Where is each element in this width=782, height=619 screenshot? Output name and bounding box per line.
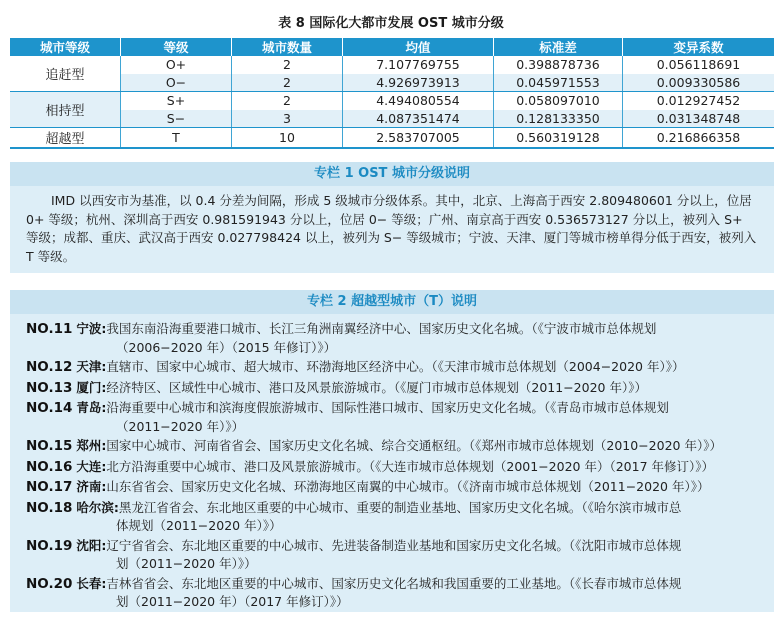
list-item [26,379,758,398]
cell-count: 2 [232,92,343,110]
list-item [26,478,758,497]
cell-sd: 0.058097010 [494,92,623,110]
cell-mean: 4.926973913 [343,74,494,92]
group-label: 超越型 [10,128,121,149]
entry-number: NO.20 [26,575,73,592]
list-item [26,437,758,456]
header-level: 等级 [121,38,232,56]
list-item [26,537,758,573]
entry-text: 沿海重要中心城市和滨海度假旅游城市、国际性港口城市、国家历史文化名城。（《青岛市城市总体规划 [106,400,669,415]
group-label: 追赶型 [10,56,121,92]
entry-city: 济南: [76,479,107,494]
list-item [26,399,758,435]
entry-text: 我国东南沿海重要港口城市、长江三角洲南翼经济中心、国家历史文化名城。（《宁波市城市总体规划 [106,321,657,336]
table-row [10,128,774,149]
cell-count: 2 [232,74,343,92]
table-row [10,92,774,110]
cell-count: 10 [232,128,343,149]
header-cv: 变异系数 [623,38,775,56]
sidebar-box-ost-explanation [10,162,774,273]
entry-text: 辽宁省省会、东北地区重要的中心城市、先进装备制造业基地和国家历史文化名城。（《沈阳市城市总体规 [106,537,682,553]
list-item [26,575,758,611]
cell-sd: 0.045971553 [494,74,623,92]
entry-city: 青岛: [76,400,107,415]
list-item [26,320,758,356]
box-title: 专栏 2 超越型城市（T）说明 [10,290,774,314]
entry-tail: 体规划（2011−2020 年）》） [116,518,282,533]
cell-count: 2 [232,56,343,74]
entry-number: NO.17 [26,479,73,495]
entry-city: 郑州: [76,438,107,453]
entry-number: NO.13 [26,379,73,396]
cell-mean: 7.107769755 [343,56,494,74]
entry-number: NO.12 [26,359,73,375]
cell-cv: 0.031348748 [623,110,775,128]
table-header-row [10,38,774,56]
table-row [10,74,774,92]
entry-city: 天津: [76,359,107,374]
list-item [26,499,758,535]
entry-city: 宁波: [76,321,107,336]
cell-level: O+ [121,56,232,74]
ost-classification-table [10,38,774,149]
cell-level: S− [121,110,232,128]
entry-tail: 划（2011−2020 年）》） [116,556,257,571]
cell-cv: 0.012927452 [656,93,741,109]
cell-level: O− [121,74,232,92]
cell-sd: 0.398878736 [494,56,623,74]
cell-cv: 0.009330586 [623,74,775,92]
entry-text: 经济特区、区域性中心城市、港口及风景旅游城市。（《厦门市城市总体规划（2011−2020 年）》） [106,379,647,395]
entry-text: 吉林省省会、东北地区重要的中心城市、国家历史文化名城和我国重要的工业基地。（《长春市城市总体规 [106,575,682,591]
entry-tail: （2011−2020 年）》） [116,418,245,434]
cell-mean: 4.087351474 [343,110,494,128]
cell-cv: 0.216866358 [623,128,775,149]
header-count: 城市数量 [232,38,343,56]
entry-text: 北方沿海重要中心城市、港口及风景旅游城市。（《大连市城市总体规划（2001−2020 年）（2017 年修订）》） [106,458,714,474]
list-item [26,358,758,377]
sidebar-box-surpassing-cities [10,290,774,612]
city-entry-list [26,320,758,611]
entry-number: NO.14 [26,400,73,416]
entry-city: 厦门: [76,379,107,395]
entry-number: NO.15 [26,438,73,454]
entry-tail: （2006−2020 年）（2015 年修订）》） [116,339,337,355]
entry-tail: 划（2011−2020 年）（2017 年修订）》） [116,594,349,609]
entry-number: NO.19 [26,537,73,554]
table-row [10,56,774,74]
entry-text: 黑龙江省省会、东北地区重要的中心城市、重要的制造业基地、国家历史文化名城。（《哈尔滨市城市总 [118,499,682,515]
header-city-grade: 城市等级 [10,38,121,56]
box-paragraph: IMD 以西安市为基准，以 0.4 分差为间隔，形成 5 级城市分级体系。其中，北京、上海高于西安 2.809480601 分以上，位居 0+ 等级；杭州、深圳高于西安 0.981591943 分以上，位居 0− 等级；广州、南京高于西安 0.536573127 分以上，被列入 S+ 等级；成都、重庆、武汉高于西安 0.027798424 以上，被列为 S− 等级城市；宁波、天津、厦门等城市榜单得分低于西安，被列入 T 等级。 [26,193,757,264]
list-item [26,458,758,477]
cell-mean: 4.494080554 [343,92,494,110]
header-sd: 标准差 [494,38,623,56]
entry-number: NO.11 [26,321,73,337]
header-mean: 均值 [343,38,494,56]
cell-sd: 0.128133350 [494,110,623,128]
entry-number: NO.16 [26,458,73,475]
entry-text: 国家中心城市、河南省省会、国家历史文化名城、综合交通枢纽。（《郑州市城市总体规划（2010−2020 年）》） [106,438,722,453]
table-title: 表 8 国际化大都市发展 OST 城市分级 [278,16,504,31]
cell-level: S+ [121,92,232,110]
cell-cv: 0.056118691 [656,57,741,73]
box-title: 专栏 1 OST 城市分级说明 [10,162,774,186]
entry-city: 哈尔滨: [76,499,119,515]
entry-city: 沈阳: [76,537,107,553]
entry-number: NO.18 [26,499,73,516]
entry-city: 大连: [76,458,107,474]
table-row [10,110,774,128]
group-label: 相持型 [10,92,121,128]
cell-sd: 0.560319128 [494,128,623,149]
entry-city: 长春: [76,575,107,591]
entry-text: 直辖市、国家中心城市、超大城市、环渤海地区经济中心。（《天津市城市总体规划（2004−2020 年）》） [106,359,685,374]
cell-count: 3 [232,110,343,128]
cell-mean: 2.583707005 [343,128,494,149]
entry-text: 山东省省会、国家历史文化名城、环渤海地区南翼的中心城市。（《济南市城市总体规划（2011−2020 年）》） [106,479,710,494]
cell-level: T [121,128,232,149]
